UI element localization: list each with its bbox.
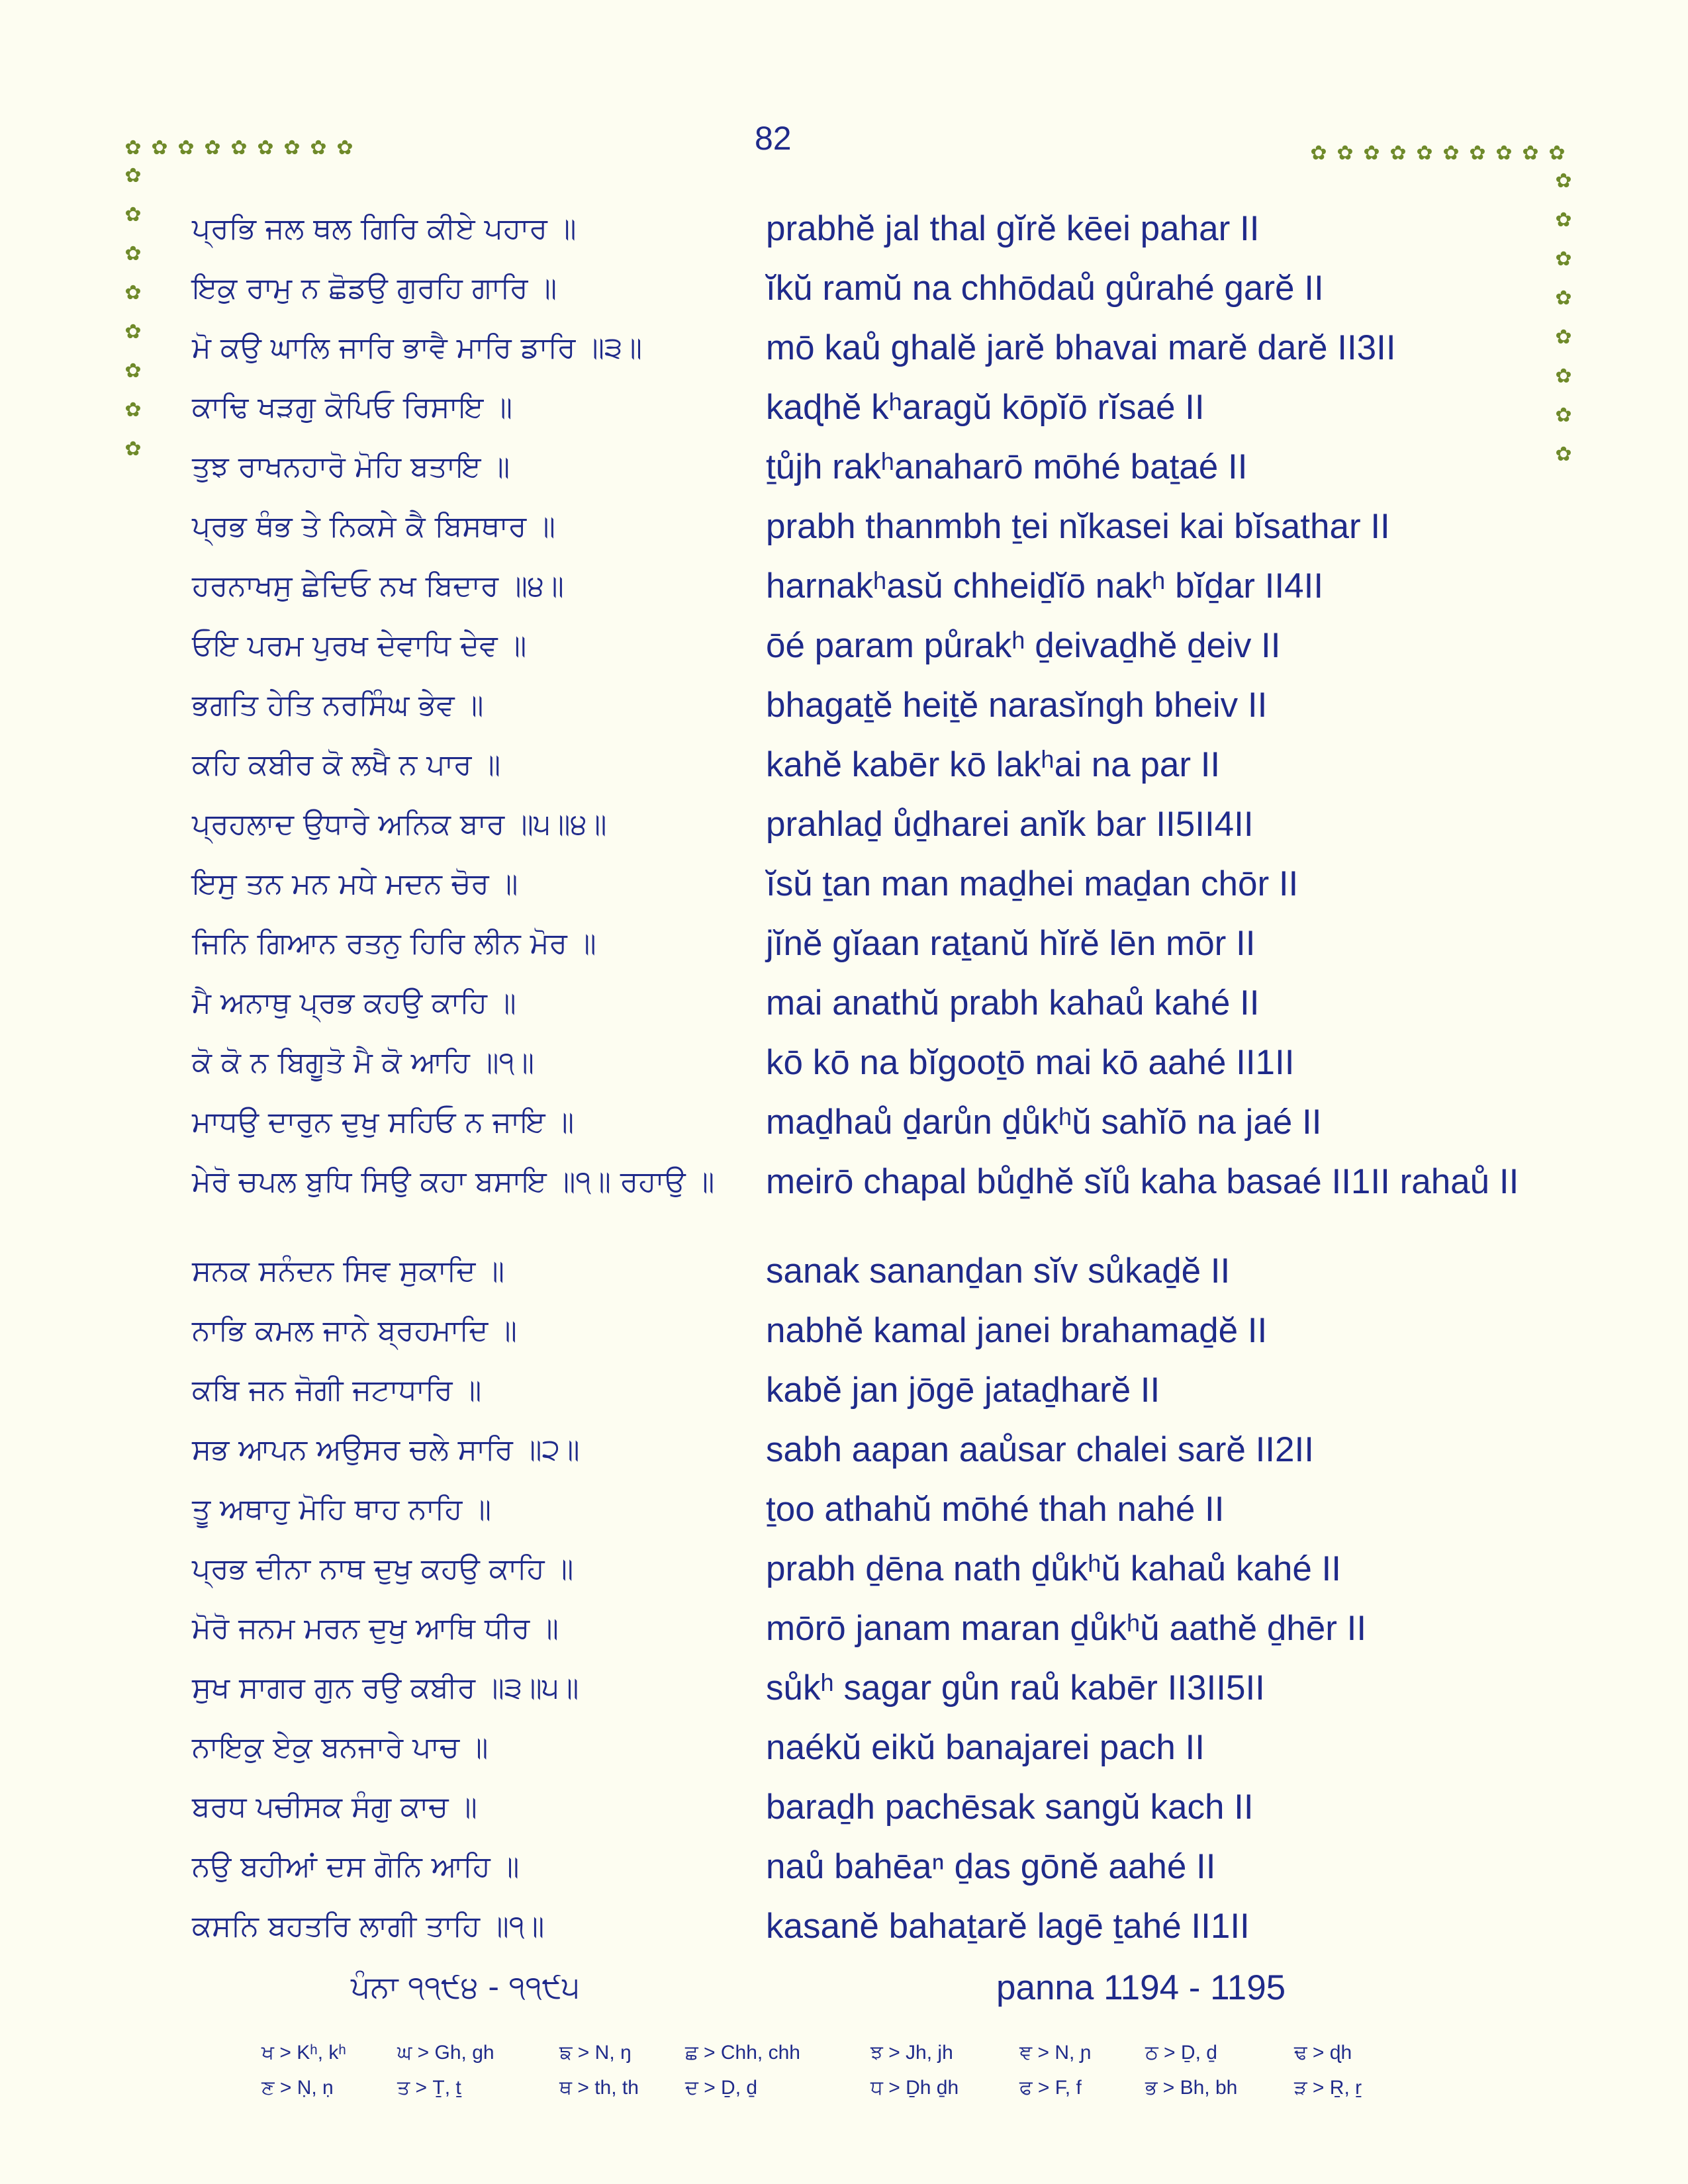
verse-transliteration: baraḏh pachēsak sangŭ kach II [766,1788,1254,1827]
verse-transliteration: ṯoo athahŭ mōhé thah nahé II [766,1490,1225,1529]
verse-transliteration: kabĕ jan jōgē jataḏharĕ II [766,1371,1160,1410]
legend-item: ਛ > Chh, chh [685,2042,800,2064]
verse-gurmukhi: ਕਾਢਿ ਖੜਗੁ ਕੋਪਿਓ ਰਿਸਾਇ ॥ [192,390,512,424]
verse-row [0,1420,1688,1479]
verse-transliteration: bhagaṯĕ heiṯĕ narasĭngh bheiv II [766,686,1268,725]
verse-transliteration: ĭsŭ ṯan man maḏhei maḏan chōr II [766,864,1299,903]
verse-row [0,675,1688,735]
verse-transliteration: kasanĕ bahaṯarĕ lagē ṯahé II1II [766,1907,1250,1946]
legend-item: ਙ > N, ŋ [559,2042,632,2064]
verse-row [0,1658,1688,1717]
legend-item: ਝ > Jh, jh [870,2042,953,2064]
verse-transliteration: kahĕ kabēr kō lakʰai na par II [766,745,1221,784]
verse-row [0,973,1688,1032]
verse-transliteration: ṯůjh rakʰanaharō mōhé baṯaé II [766,447,1248,486]
verse-transliteration: sanak sananḏan sĭv sůkaḏĕ II [766,1251,1231,1291]
verse-transliteration: ĭkŭ ramŭ na chhōdaů gůrahé garĕ II [766,269,1324,308]
verse-gurmukhi: ਨਉ ਬਹੀਆਂ ਦਸ ਗੋਨਿ ਆਹਿ ॥ [192,1850,520,1884]
verse-transliteration: meirō chapal bůḏhĕ sĭů kaha basaé II1II rahaů II [766,1162,1519,1201]
verse-gurmukhi: ਮਾਧਉ ਦਾਰੁਨ ਦੁਖੁ ਸਹਿਓ ਨ ਜਾਇ ॥ [192,1105,575,1139]
verse-gurmukhi: ਤੁਝ ਰਾਖਨਹਾਰੋ ਮੋਹਿ ਬਤਾਇ ॥ [192,450,510,484]
legend-item: ਘ > Gh, gh [397,2042,494,2064]
verse-row [0,1092,1688,1152]
legend-item: ਫ > F, f [1019,2077,1082,2099]
verse-row [0,199,1688,258]
verse-row [0,1300,1688,1360]
verse-gurmukhi: ਪ੍ਰਹਲਾਦ ਉਧਾਰੇ ਅਨਿਕ ਬਾਰ ॥੫॥੪॥ [192,807,607,841]
legend-item: ਭ > Bh, bh [1145,2077,1238,2099]
verse-transliteration: prabh thanmbh ṯei nĭkasei kai bĭsathar II [766,507,1390,546]
verse-gurmukhi: ਪ੍ਰਭ ਥੰਭ ਤੇ ਨਿਕਸੇ ਕੈ ਬਿਸਥਾਰ ॥ [192,510,555,543]
verse-transliteration: prabh ḏēna nath ḏůkʰŭ kahaů kahé II [766,1549,1341,1588]
verse-transliteration: prabhĕ jal thal gĭrĕ kēei pahar II [766,209,1260,248]
verse-transliteration: kaɖhĕ kʰaragŭ kōpĭō rĭsaé II [766,388,1205,427]
verse-row [0,1032,1688,1092]
verse-gurmukhi: ਕਬਿ ਜਨ ਜੋਗੀ ਜਟਾਧਾਰਿ ॥ [192,1373,482,1407]
verse-gurmukhi: ਭਗਤਿ ਹੇਤਿ ਨਰਸਿੰਘ ਭੇਵ ॥ [192,688,484,722]
verse-gurmukhi: ਮੇਰੋ ਚਪਲ ਬੁਧਿ ਸਿਉ ਕਹਾ ਬਸਾਇ ॥੧॥ ਰਹਾਉ ॥ [192,1165,715,1199]
verse-gurmukhi: ਹਰਨਾਖਸੁ ਛੇਦਿਓ ਨਖ ਬਿਦਾਰ ॥੪॥ [192,569,564,603]
legend-item: ਦ > Ḏ, ḏ [685,2077,758,2099]
verse-transliteration: kō kō na bĭgooṯō mai kō aahé II1II [766,1043,1295,1082]
verse-gurmukhi: ਜਿਨਿ ਗਿਆਨ ਰਤਨੁ ਹਿਰਿ ਲੀਨ ਮੋਰ ॥ [192,927,596,960]
verse-gurmukhi: ਸਭ ਆਪਨ ਅਉਸਰ ਚਲੇ ਸਾਰਿ ॥੨॥ [192,1433,580,1467]
verse-gurmukhi: ਕਹਿ ਕਬੀਰ ਕੋ ਲਖੈ ਨ ਪਾਰ ॥ [192,748,501,782]
verse-transliteration: sůkʰ sagar gůn raů kabēr II3II5II [766,1668,1265,1707]
verse-transliteration: naékŭ eikŭ banajarei pach II [766,1728,1205,1767]
verse-transliteration: harnakʰasŭ chheiḏĭō nakʰ bĭḏar II4II [766,567,1324,606]
verse-transliteration: maḏhaů ḏarůn ḏůkʰŭ sahĭō na jaé II [766,1103,1322,1142]
verse-transliteration: mai anathŭ prabh kahaů kahé II [766,983,1260,1023]
verse-gurmukhi: ਤੂ ਅਥਾਹੁ ਮੋਹਿ ਥਾਹ ਨਾਹਿ ॥ [192,1492,491,1526]
verse-row [0,1360,1688,1420]
verse-transliteration: prahlaḏ ůḏharei anĭk bar II5II4II [766,805,1254,844]
legend-item: ਖ > Kʰ, kʰ [261,2042,346,2064]
legend-item: ਧ > Ḏh ḏh [870,2077,959,2099]
verse-row [0,437,1688,496]
verse-gurmukhi: ਸਨਕ ਸਨੰਦਨ ਸਿਵ ਸੁਕਾਦਿ ॥ [192,1254,505,1288]
legend-item: ਠ > Ḏ, ḏ [1145,2042,1217,2064]
verse-transliteration: mōrō janam maran ḏůkʰŭ aathĕ ḏhēr II [766,1609,1367,1648]
verse-gurmukhi: ਨਾਭਿ ਕਮਲ ਜਾਨੇ ਬ੍ਰਹਮਾਦਿ ॥ [192,1314,517,1347]
verse-row [0,1777,1688,1837]
verse-row [0,496,1688,556]
footer-translit-page: panna 1194 - 1195 [996,1968,1286,2007]
verse-transliteration: ōé param půrakʰ ḏeivaḏhĕ ḏeiv II [766,626,1281,665]
verse-gurmukhi: ਇਸੁ ਤਨ ਮਨ ਮਧੇ ਮਦਨ ਚੋਰ ॥ [192,867,518,901]
verse-gurmukhi: ਇਕੁ ਰਾਮੁ ਨ ਛੋਡਉ ਗੁਰਹਿ ਗਾਰਿ ॥ [192,271,557,305]
verse-row [0,1241,1688,1300]
verse-row [0,1896,1688,1956]
verse-row [0,1837,1688,1896]
legend-item: ਢ > ɖh [1294,2042,1352,2064]
verse-gurmukhi: ਪ੍ਰਭਿ ਜਲ ਥਲ ਗਿਰਿ ਕੀਏ ਪਹਾਰ ॥ [192,212,577,246]
legend-item: ੜ > Ṟ, ṟ [1294,2077,1362,2099]
legend-item: ਣ > Ṇ, ṇ [261,2077,334,2099]
verse-gurmukhi: ਕਸਨਿ ਬਹਤਰਿ ਲਾਗੀ ਤਾਹਿ ॥੧॥ [192,1909,545,1943]
verse-row [0,377,1688,437]
verse-row [0,913,1688,973]
verse-row [0,1479,1688,1539]
verse-row [0,794,1688,854]
legend-item: ਥ > th, th [559,2077,639,2099]
verse-transliteration: nabhĕ kamal janei brahamaḏĕ II [766,1311,1268,1350]
verse-row [0,854,1688,913]
verse-row [0,1598,1688,1658]
verse-row [0,258,1688,318]
verse-gurmukhi: ਮੈ ਅਨਾਥੁ ਪ੍ਰਭ ਕਹਉ ਕਾਹਿ ॥ [192,986,516,1020]
verse-gurmukhi: ਮੋਰੋ ਜਨਮ ਮਰਨ ਦੁਖੁ ਆਥਿ ਧੀਰ ॥ [192,1612,559,1645]
footer-gurmukhi-page: ਪੰਨਾ ੧੧੯੪ - ੧੧੯੫ [351,1969,580,2005]
verse-transliteration: jĭnĕ gĭaan raṯanŭ hĭrĕ lēn mōr II [766,924,1256,963]
legend-item: ਞ > N, ɲ [1019,2042,1092,2064]
verse-row [0,615,1688,675]
verse-gurmukhi: ਨਾਇਕੁ ਏਕੁ ਬਨਜਾਰੇ ਪਾਚ ॥ [192,1731,489,1764]
verse-gurmukhi: ਪ੍ਰਭ ਦੀਨਾ ਨਾਥ ਦੁਖੁ ਕਹਉ ਕਾਹਿ ॥ [192,1552,574,1586]
verse-gurmukhi: ਕੋ ਕੋ ਨ ਬਿਗੂਤੋ ਮੈ ਕੋ ਆਹਿ ॥੧॥ [192,1046,535,1079]
verse-transliteration: naů bahēaⁿ ḏas gōnĕ aahé II [766,1847,1216,1886]
verse-row [0,735,1688,794]
legend-item: ਤ > Ṯ, ṯ [397,2077,461,2099]
verse-gurmukhi: ਸੁਖ ਸਾਗਰ ਗੁਨ ਰਉ ਕਬੀਰ ॥੩॥੫॥ [192,1671,579,1705]
verse-transliteration: mō kaů ghalĕ jarĕ bhavai marĕ darĕ II3II [766,328,1396,367]
verse-row [0,1717,1688,1777]
verse-row [0,318,1688,377]
verse-row [0,556,1688,615]
page-number: 82 [755,120,792,157]
verse-row [0,1152,1688,1241]
verse-row [0,1539,1688,1598]
verse-gurmukhi: ਓਇ ਪਰਮ ਪੁਰਖ ਦੇਵਾਧਿ ਦੇਵ ॥ [192,629,527,662]
verse-gurmukhi: ਬਰਧ ਪਚੀਸਕ ਸੰਗੁ ਕਾਚ ॥ [192,1790,477,1824]
verse-gurmukhi: ਮੋ ਕਉ ਘਾਲਿ ਜਾਰਿ ਭਾਵੈ ਮਾਰਿ ਡਾਰਿ ॥੩॥ [192,331,643,365]
verse-transliteration: sabh aapan aaůsar chalei sarĕ II2II [766,1430,1314,1469]
